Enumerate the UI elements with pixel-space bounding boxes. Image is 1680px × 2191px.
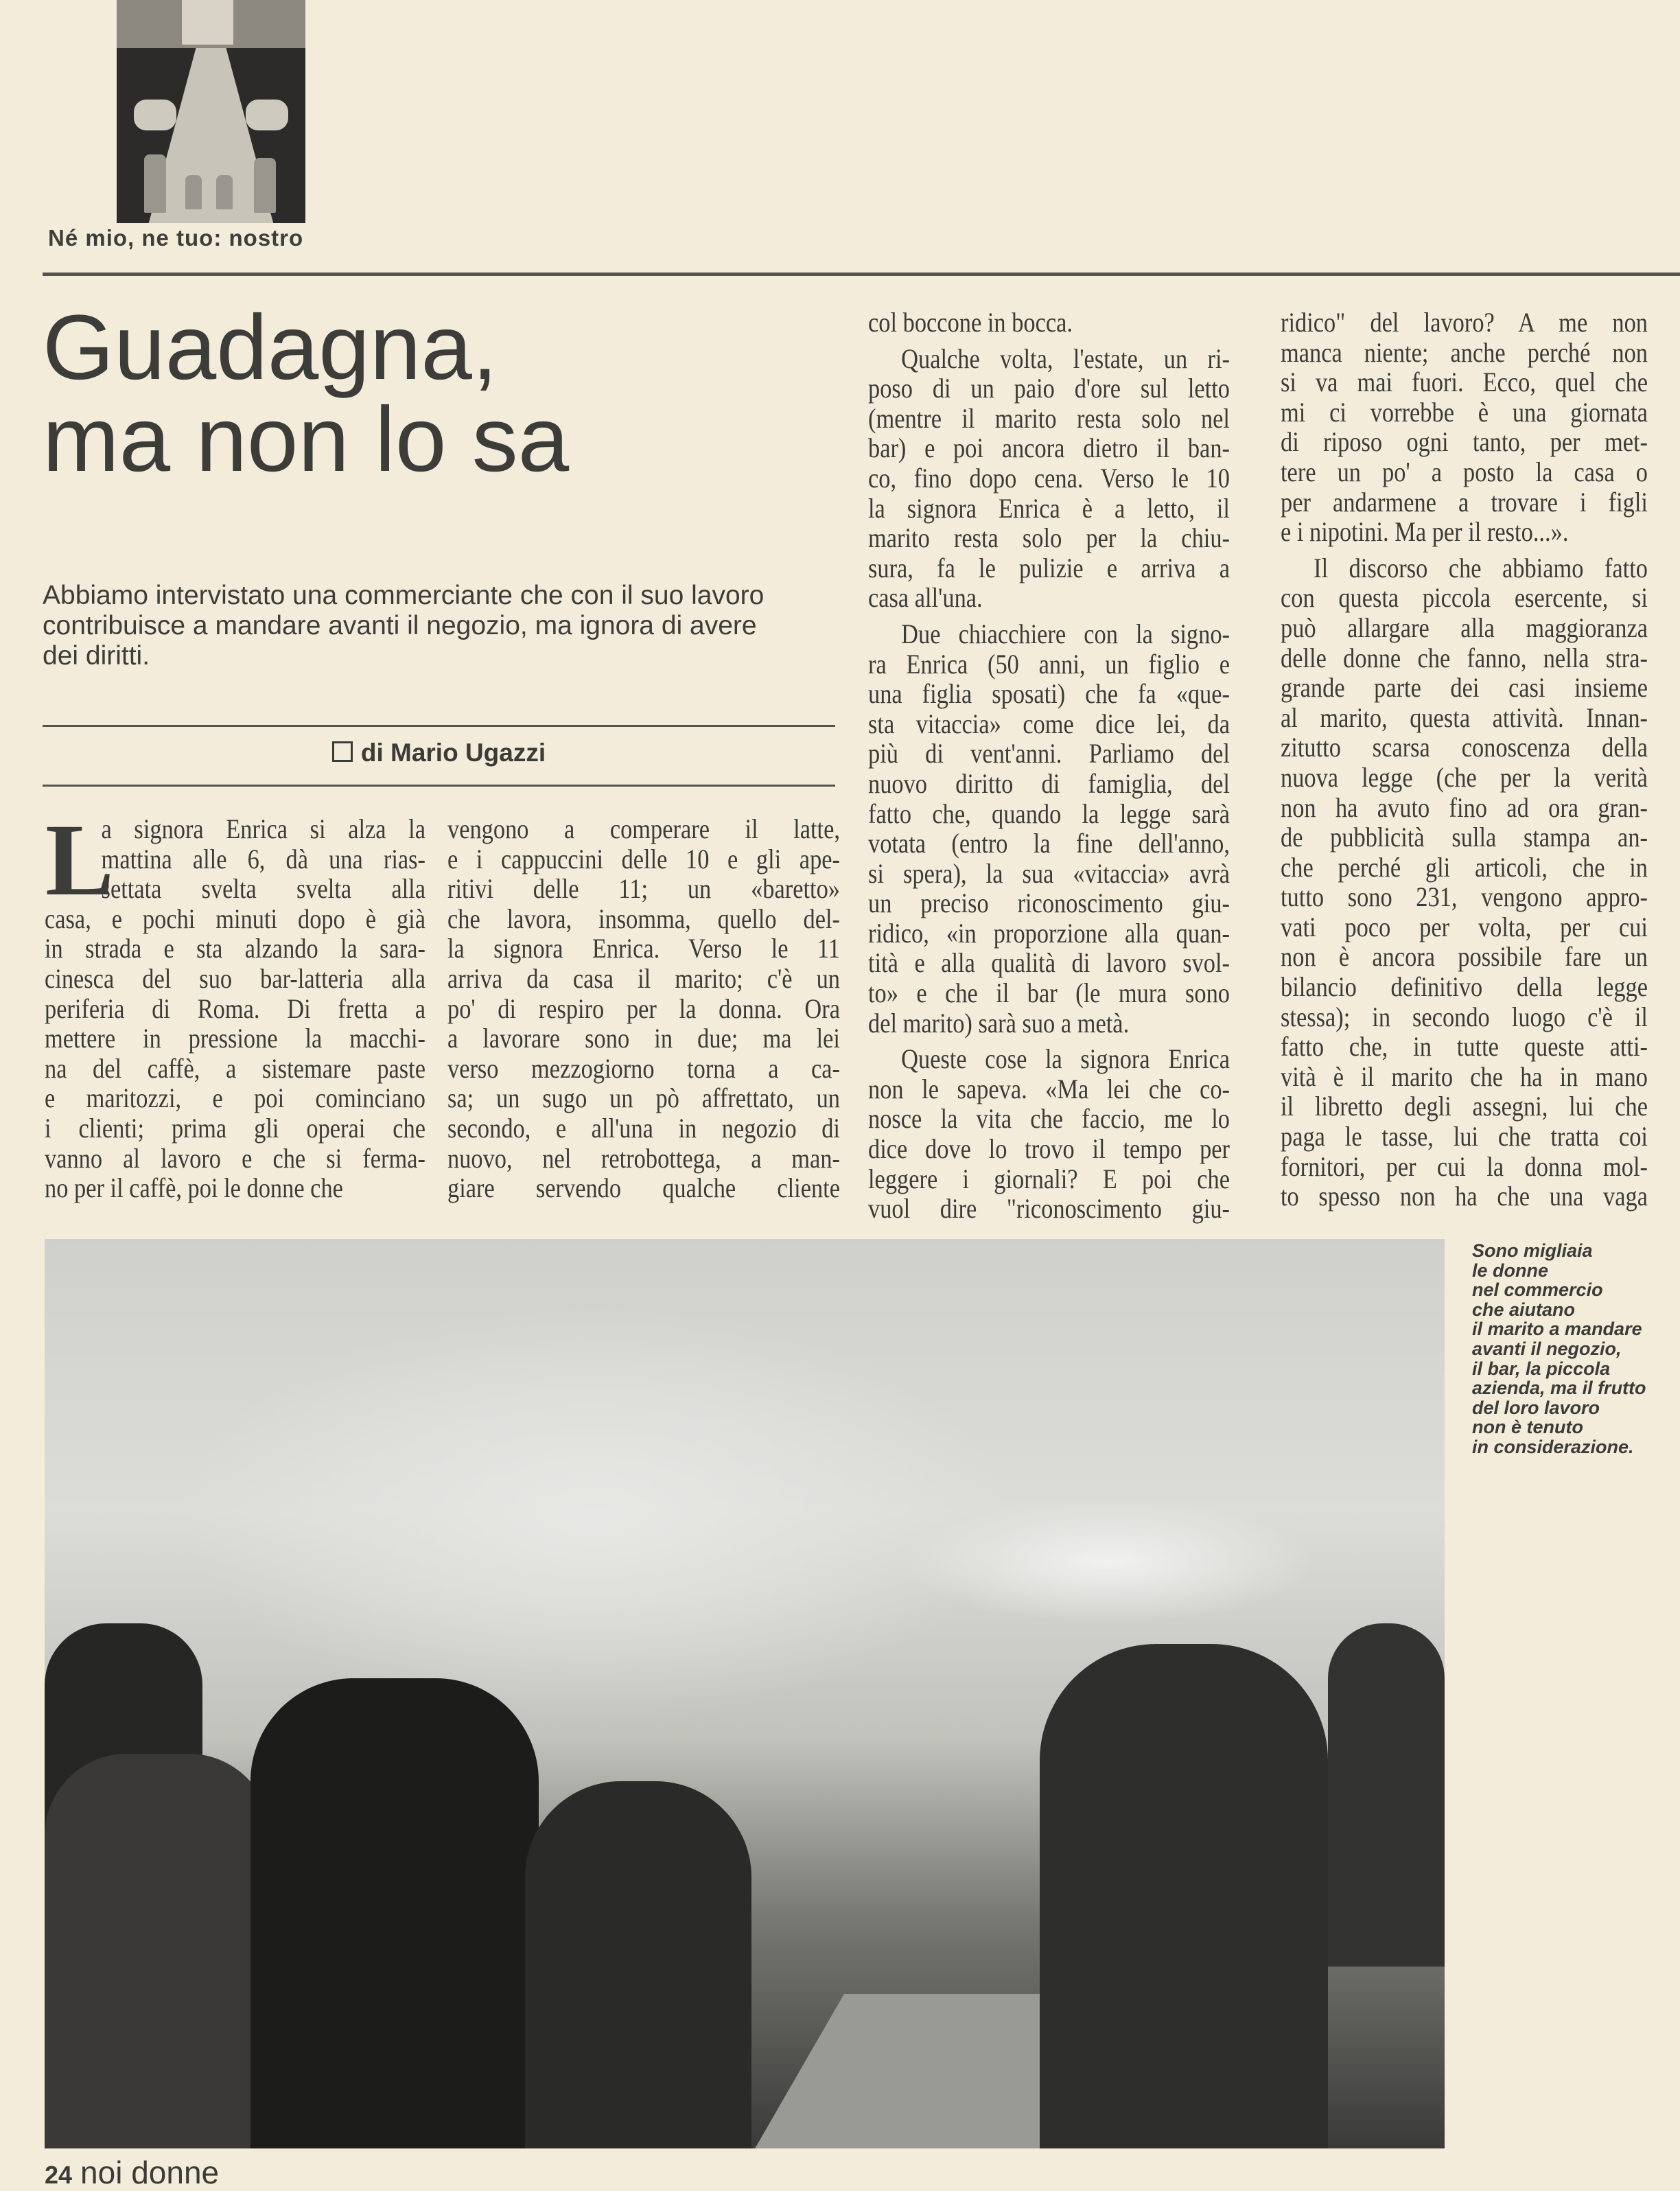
text-line: marito resta solo per la chiu-	[868, 522, 1230, 554]
caption-line: non è tenuto	[1472, 1417, 1583, 1438]
text-line: manca niente; anche perché non	[1281, 336, 1648, 368]
text-line: mettere in pressione la macchi-	[45, 1023, 425, 1054]
text-line: mi ci vorrebbe è una giornata	[1281, 396, 1648, 428]
text-line: zitutto scarsa conoscenza della	[1281, 732, 1648, 763]
caption-line: il bar, la piccola	[1472, 1358, 1611, 1379]
text-line: la signora Enrica. Verso le 11	[447, 933, 840, 964]
page-number: 24	[45, 2161, 73, 2189]
text-line: leggere i giornali? E poi che	[868, 1163, 1230, 1194]
divider	[43, 273, 1680, 276]
paragraph	[447, 814, 840, 1203]
text-line: nuovo, nel retrobottega, a man-	[447, 1142, 840, 1174]
text-line: a signora Enrica si alza la	[101, 813, 425, 844]
text-line: fornitori, per cui la donna mol-	[1281, 1150, 1648, 1182]
article-title	[43, 297, 570, 491]
text-line: col boccone in bocca.	[868, 307, 1073, 338]
caption-line: Sono migliaia	[1472, 1240, 1593, 1261]
illustration-house	[182, 0, 233, 45]
bar-counter-photo	[45, 1239, 1445, 2148]
caption-line: in considerazione.	[1472, 1436, 1634, 1457]
text-line: sura, fa le pulizie e arriva a	[868, 552, 1230, 583]
text-column-2	[447, 814, 840, 1209]
text-line: votata (entro la fine dell'anno,	[868, 828, 1230, 859]
author: di Mario Ugazzi	[360, 739, 546, 767]
family-illustration	[117, 0, 305, 223]
paragraph	[45, 803, 425, 1204]
article-subtitle: Abbiamo intervistato una commerciante che con il suo lavoro contribuisce a mandare avanti il negozio, ma ignora di avere dei diritti.	[43, 581, 765, 671]
text-line: verso mezzogiorno torna a ca-	[447, 1052, 840, 1084]
text-line: ridico, «in proporzione alla quan-	[868, 917, 1230, 949]
text-line: Queste cose la signora Enrica	[901, 1043, 1230, 1075]
title-line: ma non lo sa	[43, 389, 570, 491]
caption-line: che aiutano	[1472, 1299, 1576, 1320]
caption-line: avanti il negozio,	[1472, 1338, 1622, 1359]
text-line: non è ancora possibile fare un	[1281, 941, 1648, 973]
photo-figure	[525, 1781, 751, 2148]
text-line: sta vitaccia» come dice lei, da	[868, 708, 1230, 739]
paragraph	[1281, 308, 1648, 547]
text-line: vati poco per volta, per cui	[1281, 911, 1648, 942]
text-line: po' di respiro per la donna. Ora	[447, 993, 840, 1024]
text-line: casa, e pochi minuti dopo è già	[45, 903, 425, 934]
text-line: non ha avuto fino ad ora gran-	[1281, 791, 1648, 823]
title-line: Guadagna,	[43, 297, 498, 399]
paragraph	[868, 1044, 1230, 1224]
illustration-sheep	[246, 100, 288, 130]
text-line: no per il caffè, poi le donne che	[45, 1172, 343, 1204]
text-line: na del caffè, a sistemare paste	[45, 1052, 425, 1084]
text-line: casa all'una.	[868, 582, 983, 614]
text-line: giare servendo qualche cliente	[447, 1172, 840, 1204]
photo-barmaid	[1040, 1644, 1328, 2148]
text-line: fatto che, in tutte queste atti-	[1281, 1031, 1648, 1063]
text-line: del marito) sarà suo a metà.	[868, 1007, 1130, 1039]
photo-caption	[1472, 1241, 1678, 1457]
text-line: si spera), la sua «vitaccia» avrà	[868, 857, 1230, 889]
photo-figure	[250, 1678, 539, 2148]
text-line: to» e che il bar (le mura sono	[868, 977, 1230, 1009]
text-line: delle donne che fanno, nella stra-	[1281, 642, 1648, 673]
paragraph	[868, 619, 1230, 1038]
text-line: stessa); in secondo luogo c'è il	[1281, 1001, 1648, 1032]
text-line: vengono a comperare il latte,	[447, 813, 840, 844]
text-line: tere un po' a posto la casa o	[1281, 456, 1648, 487]
text-line: periferia di Roma. Di fretta a	[45, 993, 425, 1024]
text-line: vità è il marito che ha in mano	[1281, 1060, 1648, 1092]
text-line: arriva da casa il marito; c'è un	[447, 962, 840, 994]
checkbox-square-icon	[332, 741, 353, 762]
text-line: si va mai fuori. Ecco, quel che	[1281, 367, 1648, 398]
caption-line: nel commercio	[1472, 1279, 1603, 1301]
text-line: secondo, e all'una in negozio di	[447, 1112, 840, 1144]
text-line: bar) e poi ancora dietro il ban-	[868, 432, 1230, 464]
text-line: ridico" del lavoro? A me non	[1281, 307, 1648, 338]
text-line: che lavora, insomma, quello del-	[447, 903, 840, 934]
text-line: sa; un sugo un pò affrettato, un	[447, 1082, 840, 1114]
text-line: più di vent'anni. Parliamo del	[868, 738, 1230, 769]
text-line: e maritozzi, e poi cominciano	[45, 1082, 425, 1114]
text-line: una figlia sposati) che fa «que-	[868, 678, 1230, 710]
paragraph	[868, 344, 1230, 613]
illustration-sheep	[134, 100, 176, 130]
text-column-1	[45, 803, 425, 1209]
photo-figure	[45, 1754, 271, 2148]
text-line: dice dove lo trovo il tempo per	[868, 1133, 1230, 1165]
text-line: paga le tasse, lui che tratta coi	[1281, 1121, 1648, 1152]
text-line: un preciso riconoscimento giu-	[868, 888, 1230, 919]
text-line: i clienti; prima gli operai che	[45, 1112, 425, 1144]
text-line: (mentre il marito resta solo nel	[868, 402, 1230, 434]
text-line: cinesca del suo bar-latteria alla	[45, 962, 425, 994]
text-line: ra Enrica (50 anni, un figlio e	[868, 648, 1230, 680]
text-line: vuol dire "riconoscimento giu-	[868, 1193, 1230, 1225]
text-line: nosce la vita che faccio, me lo	[868, 1103, 1230, 1135]
text-column-4	[1281, 308, 1648, 1218]
text-line: Due chiacchiere con la signo-	[901, 618, 1230, 649]
text-line: Il discorso che abbiamo fatto	[1314, 552, 1648, 583]
text-line: tutto sono 231, vengono appro-	[1281, 881, 1648, 913]
text-line: grande parte dei casi insieme	[1281, 672, 1648, 704]
text-line: nuovo diritto di famiglia, del	[868, 767, 1230, 799]
text-line: che perché gli articoli, che in	[1281, 851, 1648, 883]
text-line: il libretto degli assegni, lui che	[1281, 1091, 1648, 1122]
text-line: mattina alle 6, dà una rias-	[101, 843, 425, 874]
paragraph	[868, 308, 1230, 338]
divider	[43, 785, 835, 787]
text-line: e i cappuccini delle 10 e gli ape-	[447, 843, 840, 874]
text-line: di riposo ogni tanto, per met-	[1281, 426, 1648, 458]
text-line: la signora Enrica è a letto, il	[868, 492, 1230, 524]
illustration-child	[216, 175, 233, 209]
caption-line: azienda, ma il frutto	[1472, 1378, 1646, 1399]
caption-line: le donne	[1472, 1260, 1549, 1281]
text-line: co, fino dopo cena. Verso le 10	[868, 462, 1230, 494]
paragraph	[1281, 553, 1648, 1212]
caption-line: del loro lavoro	[1472, 1397, 1600, 1418]
section-label: Né mio, ne tuo: nostro	[48, 225, 304, 251]
text-line: bilancio definitivo della legge	[1281, 971, 1648, 1003]
drop-cap: L	[45, 803, 115, 917]
text-line: nuova legge (che per la verità	[1281, 761, 1648, 793]
text-line: può allargare alla maggioranza	[1281, 612, 1648, 643]
text-line: a lavorare sono in due; ma lei	[447, 1023, 840, 1054]
divider	[43, 725, 835, 727]
text-line: non le sapeva. «Ma lei che co-	[868, 1073, 1230, 1104]
text-line: de pubblicità sulla stampa an-	[1281, 822, 1648, 853]
text-line: poso di un paio d'ore sul letto	[868, 373, 1230, 404]
text-line: tità e alla qualità di lavoro svol-	[868, 947, 1230, 979]
text-line: per andarmene a trovare i figli	[1281, 486, 1648, 518]
text-line: Qualche volta, l'estate, un ri-	[901, 343, 1230, 374]
magazine-name: noi donne	[80, 2155, 220, 2190]
photo-figure	[1328, 1623, 1445, 1967]
text-line: fatto che, quando la legge sarà	[868, 798, 1230, 829]
byline	[43, 739, 835, 767]
text-column-3	[868, 308, 1230, 1230]
text-line: to spesso non ha che una vaga	[1281, 1181, 1648, 1212]
text-line: con questa piccola esercente, si	[1281, 582, 1648, 614]
illustration-child	[185, 175, 202, 209]
text-line: ritivi delle 11; un «baretto»	[447, 873, 840, 905]
page-footer	[45, 2157, 219, 2191]
text-line: vanno al lavoro e che si ferma-	[45, 1142, 425, 1174]
text-line: in strada e sta alzando la sara-	[45, 933, 425, 964]
text-line: settata svelta svelta alla	[101, 873, 425, 905]
caption-line: il marito a mandare	[1472, 1319, 1642, 1340]
illustration-woman	[254, 158, 276, 213]
text-line: e i nipotini. Ma per il resto...».	[1281, 516, 1569, 548]
illustration-man	[144, 154, 166, 213]
text-line: al marito, questa attività. Innan-	[1281, 702, 1648, 733]
